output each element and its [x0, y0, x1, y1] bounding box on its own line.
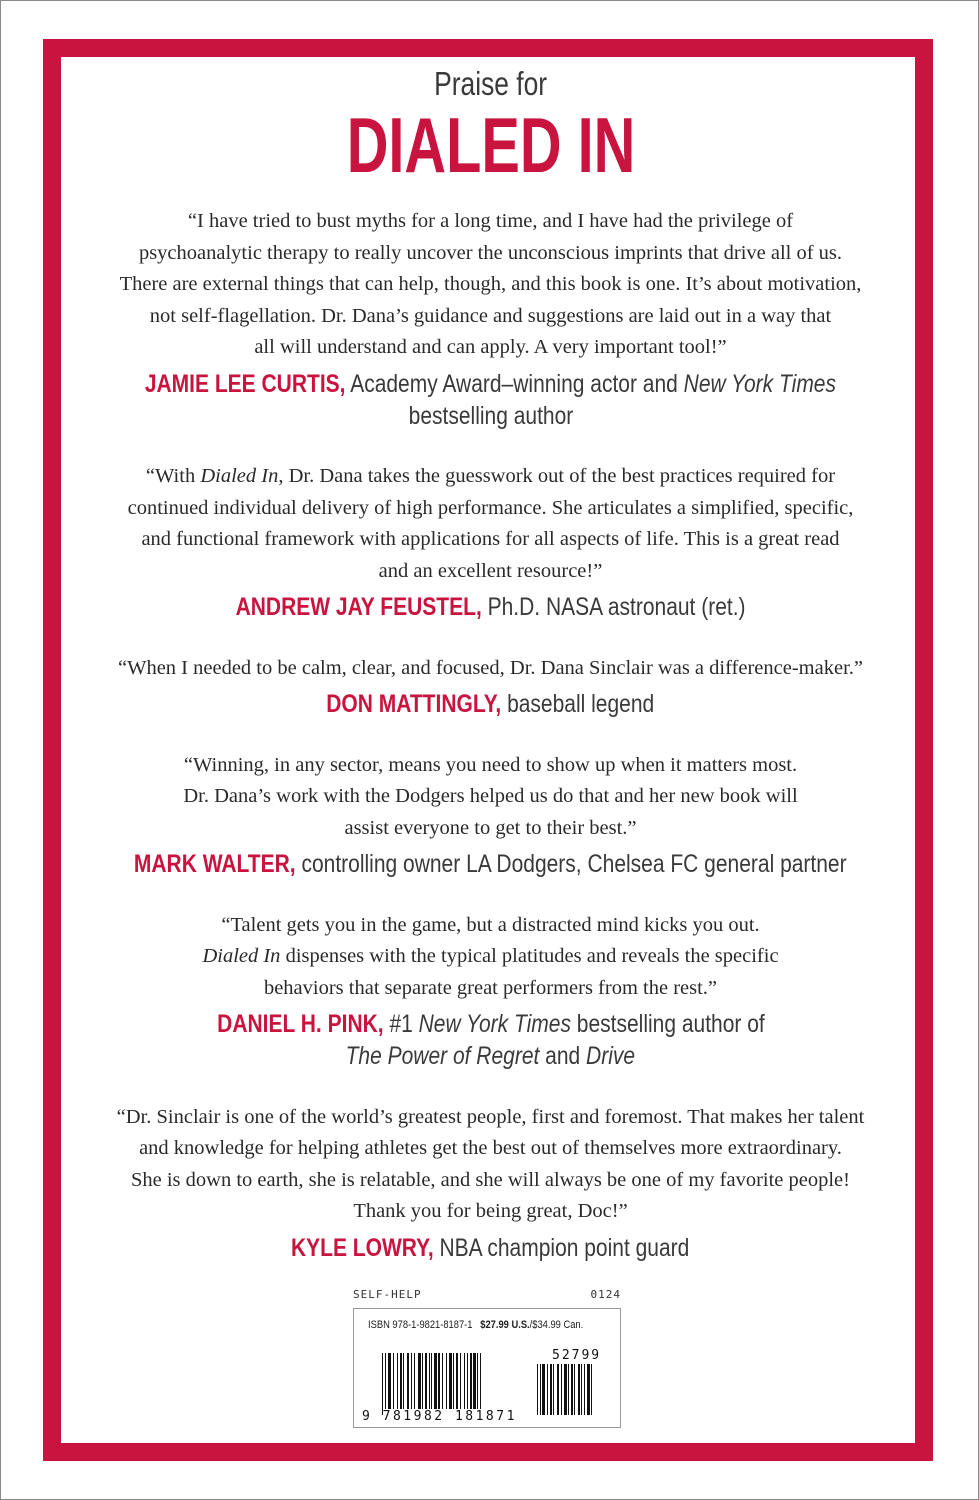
quote-line [1, 332, 979, 364]
endorsement [1, 653, 979, 721]
quote-line [1, 301, 979, 333]
barcode-bar [464, 1353, 465, 1415]
barcode-bar [414, 1353, 415, 1415]
attribution-text [327, 688, 655, 720]
barcode-bar [574, 1364, 575, 1415]
quote-line [1, 941, 979, 973]
attribution-text [236, 591, 746, 623]
endorsement [1, 461, 979, 623]
barcode-bar [540, 1364, 541, 1415]
text-segment: , Dr. Dana takes the guesswork out of the best practices required for [278, 465, 836, 487]
text-segment: assist everyone to get to their best.” [344, 816, 637, 839]
text-segment: “I have tried to bust myths for a long time, and I have had the privilege of [187, 210, 794, 232]
endorser-name: ANDREW JAY FEUSTEL, [235, 593, 482, 621]
text-segment: all will understand and can apply. A very important tool!” [254, 336, 727, 358]
barcode-bar [564, 1364, 567, 1415]
attribution-text [217, 1008, 765, 1040]
text-segment: NBA champion point guard [434, 1233, 690, 1262]
quote-line [1, 238, 979, 270]
endorsement [1, 1102, 979, 1264]
quote-line [1, 653, 979, 685]
barcode-bar [550, 1364, 552, 1415]
endorser-name: KYLE LOWRY, [291, 1233, 435, 1262]
quote-line [1, 461, 979, 493]
text-segment: and an excellent resource!” [378, 559, 603, 582]
quote-line [1, 1102, 979, 1134]
attribution-text [291, 1232, 689, 1264]
text-segment: Thank you for being great, Doc!” [353, 1200, 628, 1222]
quote-line [1, 910, 979, 942]
barcode-bar [460, 1353, 461, 1415]
barcode-first-digit: 9 [362, 1409, 373, 1424]
barcode-bar [418, 1353, 421, 1415]
attribution-line [1, 688, 979, 720]
text-segment: “When I needed to be calm, clear, and focused, Dr. Dana Sinclair was a difference-maker.” [118, 656, 863, 679]
text-segment: controlling owner LA Dodgers, Chelsea FC general partner [295, 850, 847, 878]
quote-line [1, 750, 979, 782]
barcode-bar [581, 1364, 582, 1415]
attribution-text [408, 400, 573, 432]
endorsement [1, 910, 979, 1073]
attribution-text [346, 1040, 635, 1072]
quote-line [1, 1196, 979, 1228]
quote-line [1, 206, 979, 238]
barcode-bar [561, 1364, 562, 1415]
endorser-name: MARK WALTER, [134, 850, 296, 878]
price-us: $27.99 U.S. [480, 1319, 530, 1331]
price-barcode [537, 1364, 609, 1415]
barcode-bar [473, 1353, 476, 1415]
endorsement [1, 750, 979, 881]
quote-line [1, 493, 979, 525]
attribution-line [1, 400, 979, 432]
barcode-bar [442, 1353, 443, 1415]
barcode-bar [446, 1353, 447, 1415]
quote-line [1, 524, 979, 556]
barcode-bar [400, 1353, 402, 1415]
barcode-main-digits: 781982 181871 [382, 1409, 517, 1424]
barcode-header [353, 1288, 621, 1301]
barcode-bar [470, 1353, 472, 1415]
barcode-bar [553, 1364, 554, 1415]
quote-line [1, 781, 979, 813]
barcode-bar [403, 1353, 404, 1415]
barcode-bar [434, 1353, 437, 1415]
italic-text: New York Times [683, 369, 837, 398]
book-title [1, 101, 979, 189]
text-segment: and [539, 1042, 587, 1070]
barcode-bar [537, 1364, 538, 1415]
endorsement [1, 206, 979, 432]
barcode-bar [578, 1364, 580, 1415]
text-segment: Ph.D. NASA astronaut (ret.) [481, 593, 746, 621]
attribution [1, 1232, 979, 1264]
quote-line [1, 813, 979, 845]
text-segment: #1 [383, 1010, 419, 1038]
barcode-bar [411, 1353, 412, 1415]
text-segment: not self-flagellation. Dr. Dana’s guidance and suggestions are laid out in a way that [149, 304, 832, 327]
text-segment: bestselling author [408, 401, 573, 430]
barcode-bar [571, 1364, 573, 1415]
text-segment: “Winning, in any sector, means you need to show up when it matters most. [183, 753, 798, 776]
text-segment: and knowledge for helping athletes get the best out of themselves more extraordinary. [139, 1137, 842, 1159]
attribution-line [1, 591, 979, 623]
barcode-digits [362, 1409, 517, 1424]
barcode-bar [568, 1364, 569, 1415]
italic-text: New York Times [418, 1010, 571, 1038]
text-segment: “Dr. Sinclair is one of the world’s greatest people, first and foremost. That makes her talent [116, 1105, 865, 1128]
text-segment: dispenses with the typical platitudes and reveals the specific [280, 945, 779, 967]
quote-line [1, 973, 979, 1005]
italic-text: Drive [586, 1042, 636, 1070]
endorser-name: JAMIE LEE CURTIS, [144, 369, 346, 398]
quote-line [1, 1165, 979, 1197]
barcode-bar [557, 1364, 559, 1415]
isbn-barcode [382, 1353, 532, 1415]
text-segment: behaviors that separate great performers from the rest.” [263, 976, 718, 999]
barcode-bar [584, 1364, 585, 1415]
price-can: /$34.99 Can. [529, 1319, 584, 1331]
barcode-bar [542, 1364, 545, 1415]
quote-line [1, 269, 979, 301]
attribution-text [134, 848, 847, 880]
barcode-bar [456, 1353, 458, 1415]
attribution [1, 688, 979, 720]
praise-for-text: Praise for [434, 65, 547, 102]
praise-for-heading [1, 65, 979, 103]
barcode-bar [382, 1353, 383, 1415]
attribution-line [1, 848, 979, 880]
attribution [1, 1008, 979, 1072]
barcode-bar [587, 1364, 590, 1415]
endorser-name: DON MATTINGLY, [326, 690, 502, 718]
barcode-bar [449, 1353, 452, 1415]
barcode-bar [397, 1353, 398, 1415]
text-segment: psychoanalytic therapy to really uncover the unconscious imprints that drive all of us. [138, 241, 843, 264]
price-code-digits: 52799 [552, 1348, 602, 1363]
text-segment: continued individual delivery of high performance. She articulates a simplified, specific, [127, 496, 854, 519]
italic-text: Dialed In [202, 945, 281, 967]
text-segment: “Talent gets you in the game, but a distracted mind kicks you out. [221, 913, 760, 936]
isbn-text: ISBN 978-1-9821-8187-1 [368, 1319, 473, 1331]
text-segment: She is down to earth, she is relatable, and she will always be one of my favorite people! [130, 1168, 850, 1191]
barcode-bar [480, 1353, 481, 1415]
barcode-bar [591, 1364, 592, 1415]
barcode-bar [429, 1353, 430, 1415]
barcode-bar [393, 1353, 394, 1415]
barcode-bar [467, 1353, 468, 1415]
text-segment: Academy Award–winning actor and [345, 369, 684, 398]
text-segment: bestselling author of [570, 1010, 765, 1038]
attribution-line [1, 368, 979, 400]
text-segment: and functional framework with applications for all aspects of life. This is a great read [141, 528, 840, 550]
endorser-name: DANIEL H. PINK, [216, 1010, 384, 1038]
barcode-bar [422, 1353, 423, 1415]
attribution [1, 848, 979, 880]
attribution [1, 591, 979, 623]
attribution-line [1, 1040, 979, 1072]
attribution [1, 368, 979, 432]
attribution-text [145, 368, 836, 400]
text-segment: “With [145, 465, 201, 487]
isbn-price-line [368, 1319, 583, 1331]
barcode-bar [438, 1353, 440, 1415]
category-code: 0124 [590, 1288, 621, 1301]
barcode-bar [407, 1353, 409, 1415]
attribution-line [1, 1232, 979, 1264]
barcode-bar [388, 1353, 391, 1415]
book-title-text: DIALED IN [346, 101, 635, 189]
text-segment: Dr. Dana’s work with the Dodgers helped us do that and her new book will [183, 785, 798, 807]
category-label: SELF-HELP [353, 1288, 422, 1301]
endorsements [1, 206, 979, 1293]
italic-text: The Power of Regret [345, 1042, 540, 1070]
barcode-bar [477, 1353, 478, 1415]
barcode-box [353, 1308, 621, 1428]
text-segment: There are external things that can help, though, and this book is one. It’s about motivation, [119, 273, 862, 295]
italic-text: Dialed In [200, 465, 279, 487]
barcode-bar [425, 1353, 427, 1415]
text-segment: baseball legend [501, 690, 655, 718]
attribution-line [1, 1008, 979, 1040]
quote-line [1, 556, 979, 588]
barcode-bar [431, 1353, 432, 1415]
barcode-bar [385, 1353, 386, 1415]
quote-line [1, 1133, 979, 1165]
barcode-bar [453, 1353, 454, 1415]
barcode-bar [547, 1364, 548, 1415]
